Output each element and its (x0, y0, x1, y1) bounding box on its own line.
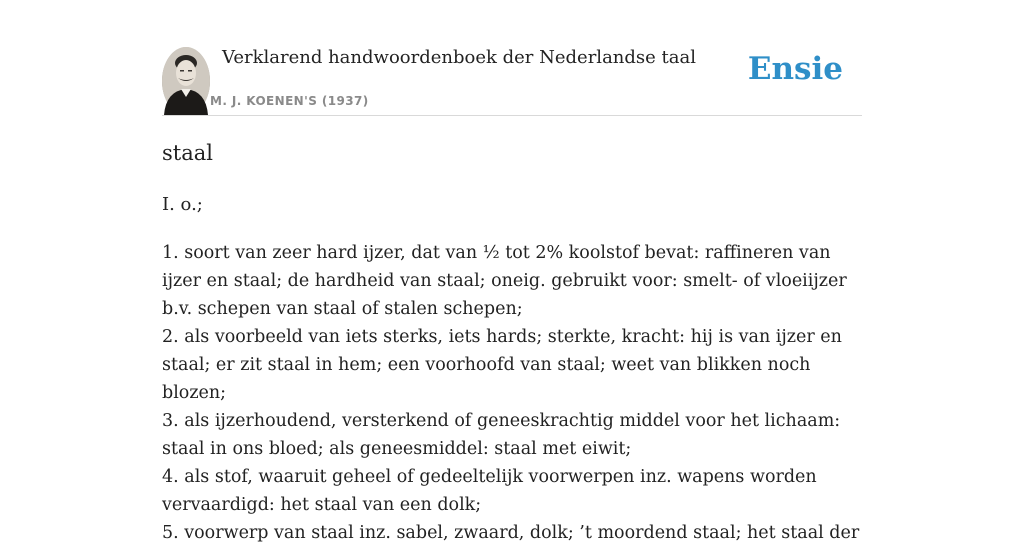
definition-list (162, 239, 862, 547)
definition-item: 3. als ijzerhoudend, versterkend of geneeskrachtig middel voor het lichaam: staal in ons bloed; als geneesmiddel: staal met eiwit; (162, 411, 841, 459)
definition-item: 2. als voorbeeld van iets sterks, iets hards; sterkte, kracht: hij is van ijzer en staal; er zit staal in hem; een voorhoofd van staal; weet van blikken noch blozen; (162, 327, 842, 403)
definition-item: 5. voorwerp van staal inz. sabel, zwaard, dolk; ’t moordend staal; het staal der (162, 523, 860, 543)
entry-headword: staal (162, 141, 213, 165)
brand-logo-link[interactable]: Ensie (747, 51, 843, 87)
definition-item: 4. als stof, waaruit geheel of gedeeltelijk voorwerpen inz. wapens worden vervaardigd: het staal van een dolk; (162, 467, 817, 515)
entry-grammar: I. o.; (162, 194, 203, 215)
dictionary-title: Verklarend handwoordenboek der Nederlandse taal (222, 47, 696, 68)
author-portrait-icon (162, 47, 210, 115)
site-header (162, 46, 862, 116)
portrait-image (162, 47, 210, 115)
dictionary-subtitle: M. J. KOENEN'S (1937) (210, 94, 369, 108)
definition-item: 1. soort van zeer hard ijzer, dat van ½ tot 2% koolstof bevat: raffineren van ijzer en staal; de hardheid van staal; oneig. gebruikt voor: smelt- of vloeiijzer b.v. schepen van staal of stalen schepen; (162, 243, 847, 319)
